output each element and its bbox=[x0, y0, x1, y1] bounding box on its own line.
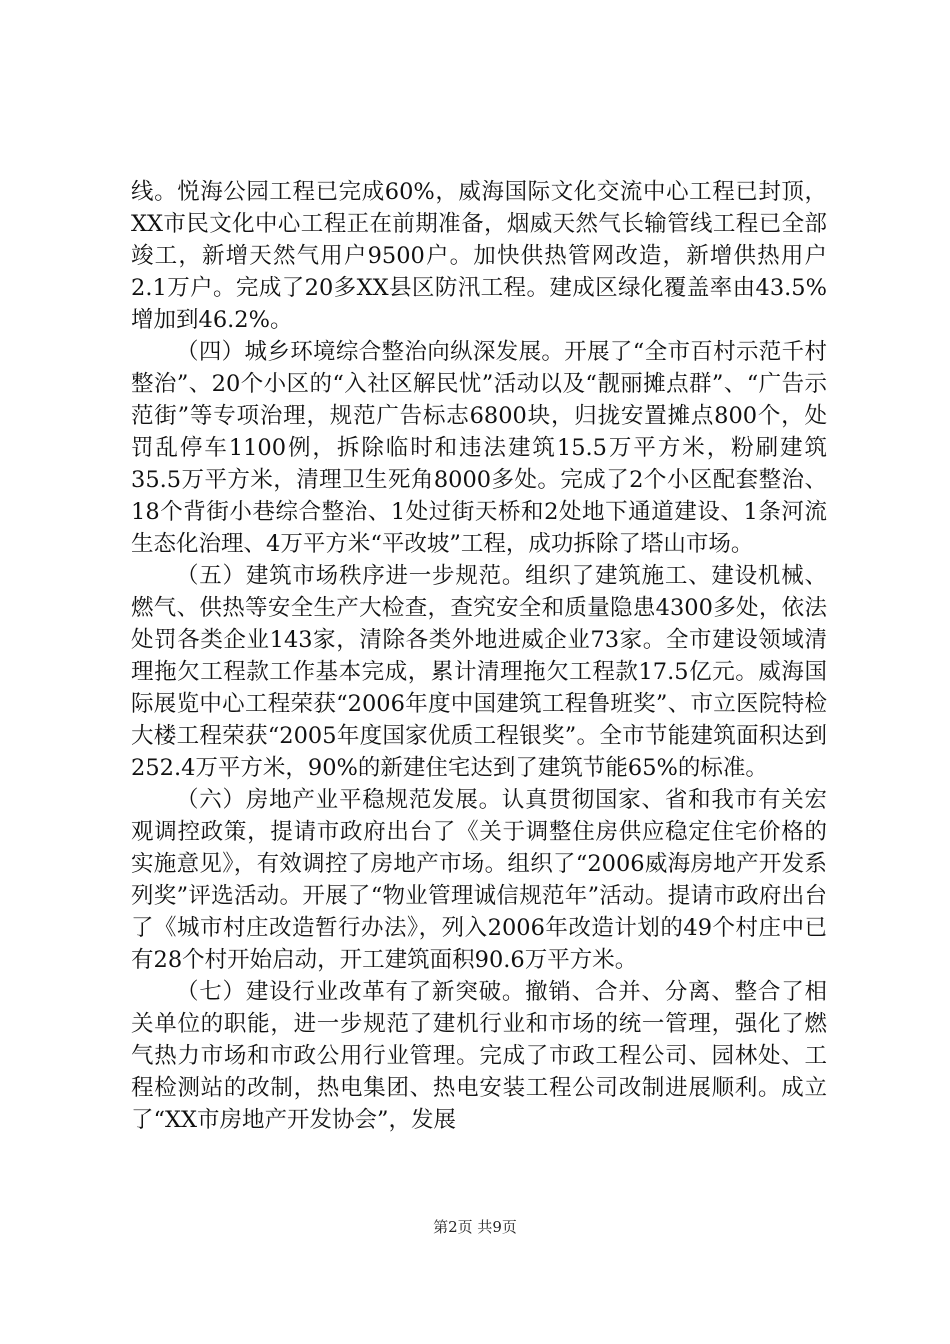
document-body bbox=[131, 176, 827, 1136]
paragraph-urban-rural-environment: （四）城乡环境综合整治向纵深发展。开展了“全市百村示范千村整治”、20个小区的“入社区解民忧”活动以及“靓丽摊点群”、“广告示范街”等专项治理，规范广告标志6800块，归拢安置摊点800个，处罚乱停车1100例，拆除临时和违法建筑15.5万平方米，粉刷建筑35.5万平方米，清理卫生死角8000多处。完成了2个小区配套整治、18个背街小巷综合整治、1处过街天桥和2处地下通道建设、1条河流生态化治理、4万平方米“平改坡”工程，成功拆除了塔山市场。 bbox=[131, 339, 827, 557]
paragraph-industry-reform: （七）建设行业改革有了新突破。撤销、合并、分离、整合了相关单位的职能，进一步规范了建机行业和市场的统一管理，强化了燃气热力市场和市政公用行业管理。完成了市政工程公司、园林处、工程检测站的改制，热电集团、热电安装工程公司改制进展顺利。成立了“XX市房地产开发协会”，发展 bbox=[131, 979, 827, 1133]
paragraph-real-estate: （六）房地产业平稳规范发展。认真贯彻国家、省和我市有关宏观调控政策，提请市政府出台了《关于调整住房供应稳定住宅价格的实施意见》，有效调控了房地产市场。组织了“2006威海房地产开发系列奖”评选活动。开展了“物业管理诚信规范年”活动。提请市政府出台了《城市村庄改造暂行办法》，列入2006年改造计划的49个村庄中已有28个村开始启动，开工建筑面积90.6万平方米。 bbox=[131, 787, 827, 973]
page-number-label: 第2页 共9页 bbox=[433, 1218, 517, 1236]
paragraph-construction-market: （五）建筑市场秩序进一步规范。组织了建筑施工、建设机械、燃气、供热等安全生产大检查，查究安全和质量隐患4300多处，依法处罚各类企业143家，清除各类外地进威企业73家。全市建设领域清理拖欠工程款工作基本完成，累计清理拖欠工程款17.5亿元。威海国际展览中心工程荣获“2006年度中国建筑工程鲁班奖”、市立医院特检大楼工程荣获“2005年度国家优质工程银奖”。全市节能建筑面积达到252.4万平方米，90%的新建住宅达到了建筑节能65%的标准。 bbox=[131, 563, 827, 781]
paragraph-continuation: 线。悦海公园工程已完成60%，威海国际文化交流中心工程已封顶，XX市民文化中心工程正在前期准备，烟威天然气长输管线工程已全部竣工，新增天然气用户9500户。加快供热管网改造，新增供热用户2.1万户。完成了20多XX县区防汛工程。建成区绿化覆盖率由43.5%增加到46.2%。 bbox=[131, 179, 827, 333]
page-footer bbox=[0, 1217, 950, 1237]
